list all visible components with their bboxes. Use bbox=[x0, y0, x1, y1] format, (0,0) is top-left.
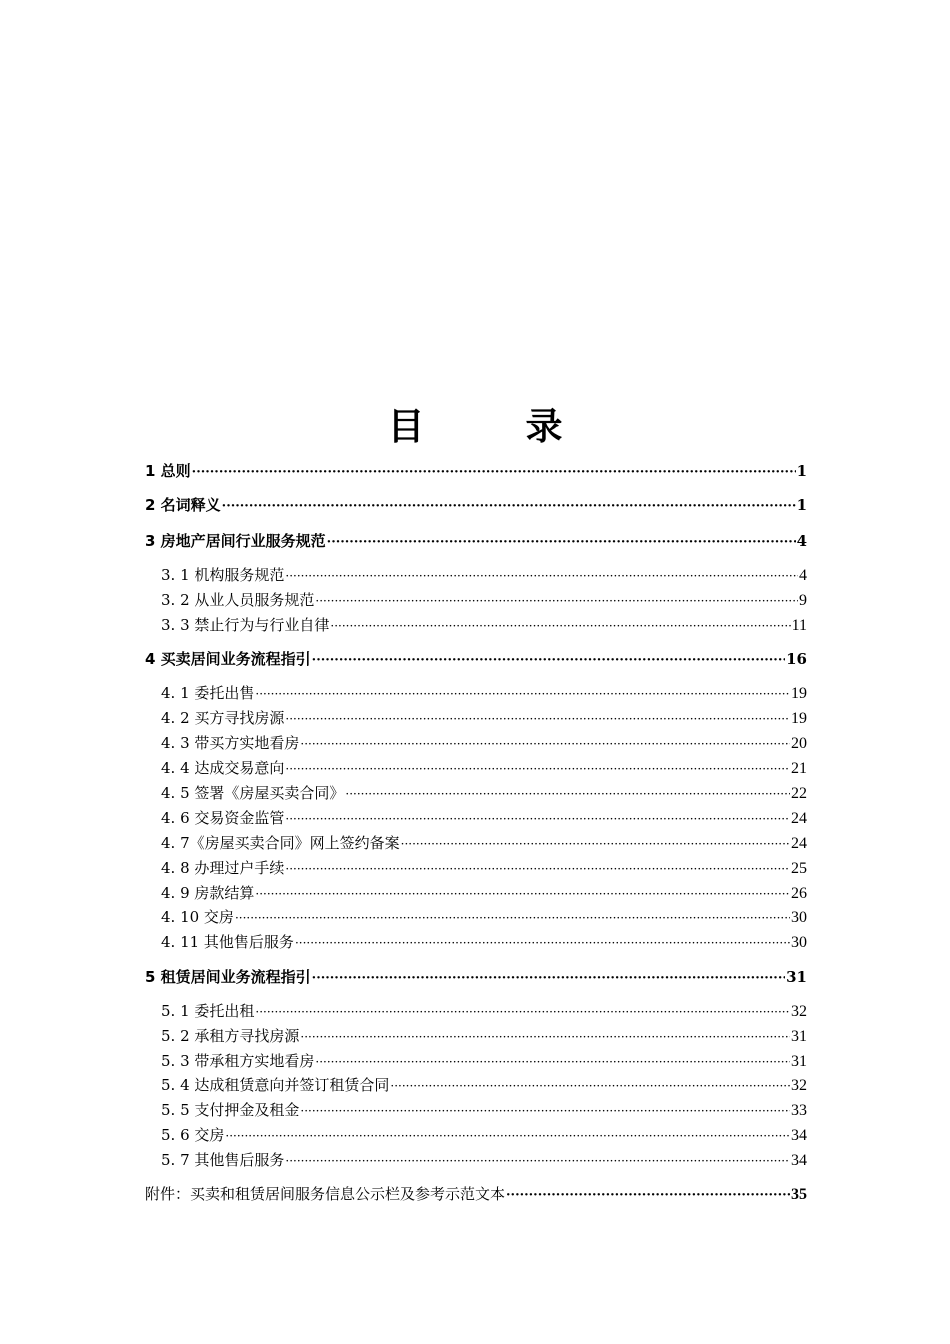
dot-leader bbox=[255, 683, 790, 705]
dot-leader bbox=[315, 590, 798, 612]
toc-entry-page: 11 bbox=[791, 617, 807, 634]
toc-entry-label: 4. 6 交易资金监管 bbox=[161, 809, 285, 827]
toc-entry-label: 4. 9 房款结算 bbox=[161, 884, 255, 902]
toc-entry-label: 4. 11 其他售后服务 bbox=[161, 933, 294, 951]
toc-entry-label: 4. 8 办理过户手续 bbox=[161, 859, 285, 877]
toc-entry-label: 3. 3 禁止行为与行业自律 bbox=[161, 616, 330, 634]
dot-leader bbox=[235, 907, 790, 929]
toc-entry-page: 1 bbox=[796, 496, 807, 514]
toc-entry-page: 22 bbox=[791, 785, 807, 802]
toc-entry[interactable] bbox=[145, 648, 807, 670]
toc-entry-label: 5. 7 其他售后服务 bbox=[161, 1151, 285, 1169]
toc-entry-page: 24 bbox=[791, 810, 807, 827]
toc-entry[interactable] bbox=[145, 460, 807, 482]
dot-leader bbox=[401, 833, 790, 855]
toc-entry-page: 30 bbox=[791, 909, 807, 926]
page-title: 目 录 bbox=[387, 405, 595, 448]
toc-entry-page: 19 bbox=[791, 685, 807, 702]
toc-entry-page: 34 bbox=[791, 1127, 807, 1144]
dot-leader bbox=[255, 1001, 790, 1023]
dot-leader bbox=[300, 733, 790, 755]
toc-entry[interactable] bbox=[161, 1025, 807, 1047]
dot-leader bbox=[390, 1075, 790, 1097]
toc-entry-label: 1 总则 bbox=[145, 462, 191, 480]
toc-entry-page: 19 bbox=[791, 710, 807, 727]
toc-entry[interactable] bbox=[161, 882, 807, 904]
toc-entry-label: 4. 10 交房 bbox=[161, 908, 234, 926]
dot-leader bbox=[225, 1125, 790, 1147]
dot-leader bbox=[285, 708, 790, 730]
toc-entry[interactable] bbox=[161, 614, 807, 636]
toc-entry[interactable] bbox=[145, 494, 807, 516]
dot-leader bbox=[285, 1150, 790, 1172]
toc-entry-page: 25 bbox=[791, 860, 807, 877]
toc-entry-page: 31 bbox=[791, 1028, 807, 1045]
dot-leader bbox=[255, 883, 790, 905]
toc-entry-page: 32 bbox=[791, 1077, 807, 1094]
toc-entry[interactable] bbox=[161, 707, 807, 729]
toc-entry-page: 21 bbox=[791, 760, 807, 777]
dot-leader bbox=[285, 758, 790, 780]
toc-entry-label: 5. 4 达成租赁意向并签订租赁合同 bbox=[161, 1076, 390, 1094]
toc-entry-page: 31 bbox=[791, 1053, 807, 1070]
dot-leader bbox=[295, 932, 790, 954]
toc-entry[interactable] bbox=[145, 530, 807, 552]
toc-entry-label: 4. 7《房屋买卖合同》网上签约备案 bbox=[161, 834, 400, 852]
toc-entry-label: 4. 1 委托出售 bbox=[161, 684, 255, 702]
toc-entry-appendix[interactable] bbox=[145, 1183, 807, 1205]
toc-entry-label: 5. 3 带承租方实地看房 bbox=[161, 1052, 315, 1070]
toc-entry-label: 4. 5 签署《房屋买卖合同》 bbox=[161, 784, 345, 802]
toc-entry-label: 4. 4 达成交易意向 bbox=[161, 759, 285, 777]
toc-entry[interactable] bbox=[161, 1074, 807, 1096]
toc-entry[interactable] bbox=[161, 1000, 807, 1022]
toc-entry-page: 32 bbox=[791, 1003, 807, 1020]
toc-entry[interactable] bbox=[161, 807, 807, 829]
dot-leader bbox=[285, 858, 790, 880]
toc-entry-page: 4 bbox=[796, 532, 807, 550]
dot-leader bbox=[327, 532, 796, 554]
dot-leader bbox=[315, 1051, 790, 1073]
toc-entry[interactable] bbox=[161, 757, 807, 779]
toc-entry[interactable] bbox=[161, 832, 807, 854]
toc-entry-label: 5. 6 交房 bbox=[161, 1126, 225, 1144]
toc-entry[interactable] bbox=[161, 682, 807, 704]
toc-entry-label: 2 名词释义 bbox=[145, 496, 221, 514]
toc-entry[interactable] bbox=[161, 1099, 807, 1121]
dot-leader bbox=[312, 968, 785, 990]
toc-entry[interactable] bbox=[161, 857, 807, 879]
toc-entry[interactable] bbox=[145, 966, 807, 988]
toc-entry-page: 20 bbox=[791, 735, 807, 752]
toc-entry-page: 34 bbox=[791, 1152, 807, 1169]
dot-leader bbox=[192, 462, 796, 484]
toc-entry-label: 4. 3 带买方实地看房 bbox=[161, 734, 300, 752]
toc-entry-label: 3. 2 从业人员服务规范 bbox=[161, 591, 315, 609]
dot-leader bbox=[222, 496, 796, 518]
dot-leader bbox=[285, 565, 798, 587]
toc-entry-label: 5. 5 支付押金及租金 bbox=[161, 1101, 300, 1119]
toc-entry-page: 16 bbox=[786, 650, 807, 668]
toc-entry-label: 5 租赁居间业务流程指引 bbox=[145, 968, 311, 986]
toc-entry-page: 24 bbox=[791, 835, 807, 852]
toc-entry[interactable] bbox=[161, 589, 807, 611]
dot-leader bbox=[300, 1100, 790, 1122]
toc-entry-page: 9 bbox=[799, 592, 807, 609]
toc-entry[interactable] bbox=[161, 782, 807, 804]
toc-entry-page: 1 bbox=[796, 462, 807, 480]
toc-entry-page: 26 bbox=[791, 885, 807, 902]
dot-leader bbox=[345, 783, 790, 805]
toc-entry-label: 4 买卖居间业务流程指引 bbox=[145, 650, 311, 668]
toc-entry[interactable] bbox=[161, 1149, 807, 1171]
toc-entry[interactable] bbox=[161, 732, 807, 754]
toc-entry-label: 5. 1 委托出租 bbox=[161, 1002, 255, 1020]
dot-leader bbox=[300, 1026, 790, 1048]
toc-entry[interactable] bbox=[161, 906, 807, 928]
dot-leader bbox=[285, 808, 790, 830]
dot-leader bbox=[330, 615, 790, 637]
toc-entry-label: 附件：买卖和租赁居间服务信息公示栏及参考示范文本 bbox=[145, 1185, 506, 1203]
dot-leader bbox=[312, 650, 785, 672]
toc-entry-page: 33 bbox=[791, 1102, 807, 1119]
dot-leader bbox=[506, 1185, 790, 1207]
toc-entry[interactable] bbox=[161, 1124, 807, 1146]
toc-entry-page: 35 bbox=[791, 1186, 807, 1203]
toc-entry-page: 4 bbox=[799, 567, 807, 584]
toc-entry-label: 3 房地产居间行业服务规范 bbox=[145, 532, 326, 550]
toc-entry[interactable] bbox=[161, 1050, 807, 1072]
toc-entry-page: 30 bbox=[791, 934, 807, 951]
toc-entry-page: 31 bbox=[786, 968, 807, 986]
toc-entry-label: 5. 2 承租方寻找房源 bbox=[161, 1027, 300, 1045]
toc-entry-label: 4. 2 买方寻找房源 bbox=[161, 709, 285, 727]
toc-entry[interactable] bbox=[161, 931, 807, 953]
toc-entry-label: 3. 1 机构服务规范 bbox=[161, 566, 285, 584]
toc-entry[interactable] bbox=[161, 564, 807, 586]
